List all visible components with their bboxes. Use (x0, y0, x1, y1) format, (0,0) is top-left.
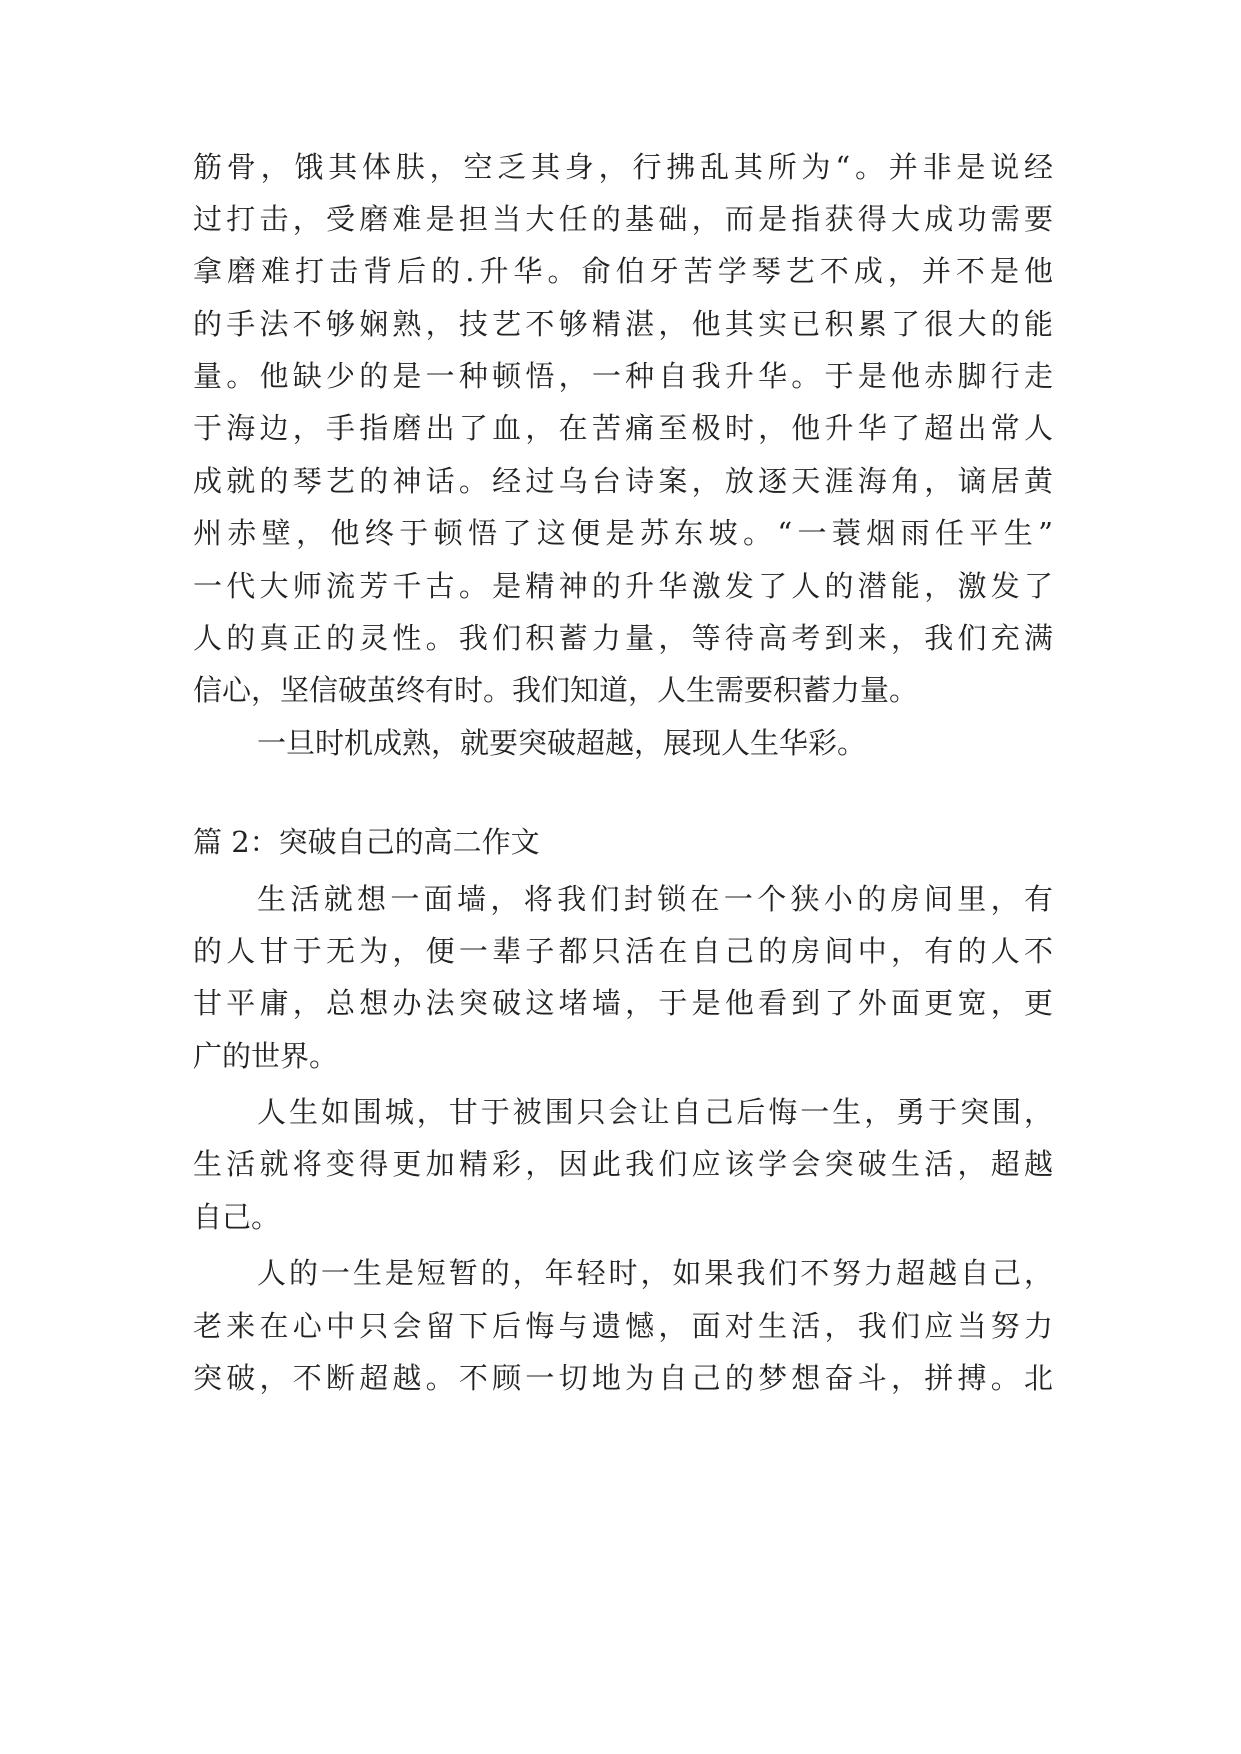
text-line: 自己。 (193, 1200, 281, 1234)
text-line: 老来在心中只会留下后悔与遗憾，面对生活，我们应当努力 (193, 1309, 1053, 1343)
text-line: 人的真正的灵性。我们积蓄力量，等待高考到来，我们充满 (193, 621, 1053, 655)
text-line: 广的世界。 (193, 1039, 339, 1073)
text-line: 一代大师流芳千古。是精神的升华激发了人的潜能，激发了 (193, 569, 1053, 603)
text-line: 生活就将变得更加精彩，因此我们应该学会突破生活，超越 (193, 1147, 1053, 1181)
text-line: 于海边，手指磨出了血，在苦痛至极时，他升华了超出常人 (193, 411, 1053, 445)
section-heading: 篇 2：突破自己的高二作文 (193, 825, 540, 859)
text-line: 拿磨难打击背后的.升华。俞伯牙苦学琴艺不成，并不是他 (193, 254, 1053, 288)
text-line: 甘平庸，总想办法突破这堵墙，于是他看到了外面更宽，更 (193, 986, 1053, 1020)
text-line: 信心，坚信破茧终有时。我们知道，人生需要积蓄力量。 (193, 673, 919, 707)
text-line: 州赤壁，他终于顿悟了这便是苏东坡。“一蓑烟雨任平生” (193, 516, 1053, 550)
text-line: 生活就想一面墙，将我们封锁在一个狭小的房间里，有 (257, 882, 1053, 916)
text-line: 量。他缺少的是一种顿悟，一种自我升华。于是他赤脚行走 (193, 359, 1053, 393)
text-line: 一旦时机成熟，就要突破超越，展现人生华彩。 (257, 726, 867, 760)
text-line: 的手法不够娴熟，技艺不够精湛，他其实已积累了很大的能 (193, 307, 1053, 341)
text-line: 筋骨，饿其体肤，空乏其身，行拂乱其所为“。并非是说经 (193, 150, 1053, 184)
text-line: 突破，不断超越。不顾一切地为自己的梦想奋斗，拼搏。北 (193, 1361, 1053, 1395)
text-line: 成就的琴艺的神话。经过乌台诗案，放逐天涯海角，谪居黄 (193, 464, 1053, 498)
text-line: 人生如围城，甘于被围只会让自己后悔一生，勇于突围， (257, 1095, 1053, 1129)
text-line: 的人甘于无为，便一辈子都只活在自己的房间中，有的人不 (193, 934, 1053, 968)
text-line: 过打击，受磨难是担当大任的基础，而是指获得大成功需要 (193, 202, 1053, 236)
text-line: 人的一生是短暂的，年轻时，如果我们不努力超越自己， (257, 1256, 1053, 1290)
